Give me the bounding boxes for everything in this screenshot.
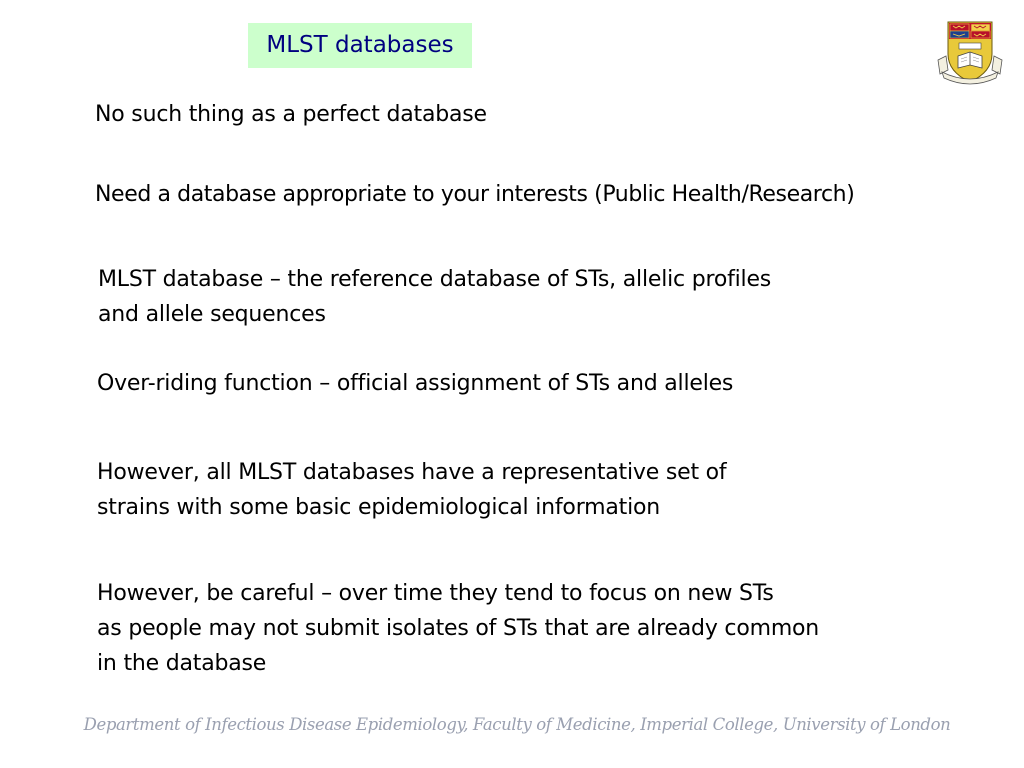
paragraph-perfect-database <box>95 97 487 132</box>
paragraph-appropriate-database <box>95 177 854 212</box>
paragraph-line: However, be careful – over time they tend to focus on new STs <box>97 581 774 606</box>
paragraph-line: MLST database – the reference database of STs, allelic profiles <box>98 267 772 292</box>
slide-title: MLST databases <box>248 23 472 68</box>
imperial-college-crest-icon <box>936 20 1004 86</box>
paragraph-line: However, all MLST databases have a representative set of <box>97 460 727 485</box>
paragraph-representative-set <box>97 455 726 525</box>
paragraph-line: No such thing as a perfect database <box>95 102 487 127</box>
paragraph-line: strains with some basic epidemiological information <box>97 495 661 520</box>
paragraph-reference-database <box>98 262 771 332</box>
paragraph-line: Need a database appropriate to your interests (Public Health/Research) <box>95 182 855 207</box>
slide-footer: Department of Infectious Disease Epidemiology, Faculty of Medicine, Imperial College, University of London <box>83 715 951 734</box>
paragraph-line: and allele sequences <box>98 302 326 327</box>
paragraph-line: Over-riding function – official assignment of STs and alleles <box>97 371 734 396</box>
paragraph-be-careful <box>97 576 819 681</box>
paragraph-overriding-function <box>97 366 733 401</box>
paragraph-line: as people may not submit isolates of STs that are already common <box>97 616 820 641</box>
paragraph-line: in the database <box>97 651 267 676</box>
